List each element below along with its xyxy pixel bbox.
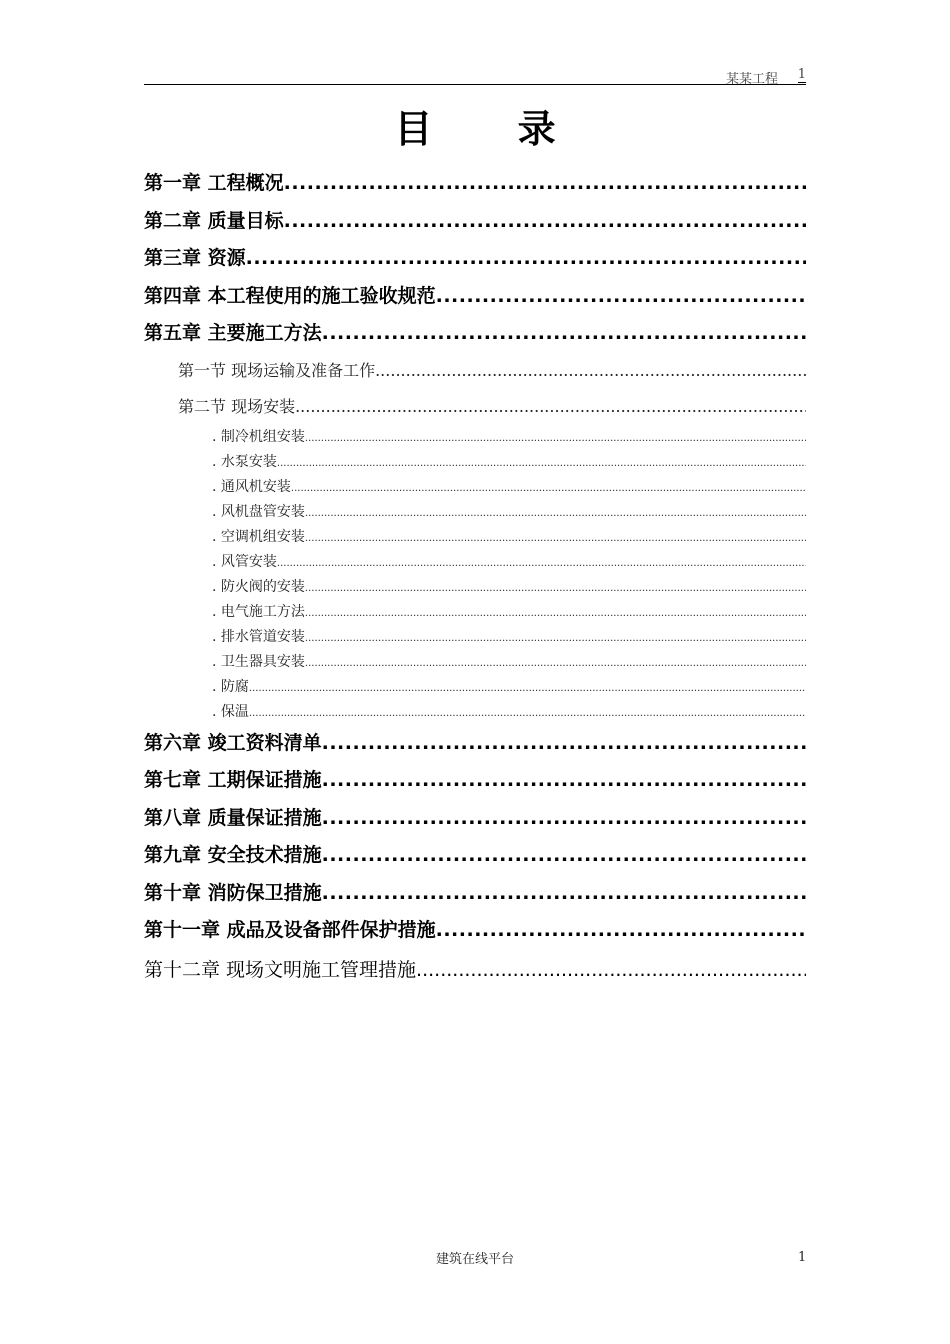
toc-entry-subsection[interactable] — [144, 525, 806, 550]
toc-entry-label: 第八章 质量保证措施 — [144, 806, 322, 829]
toc-entry-label: . 排水管道安装 — [212, 628, 305, 645]
dot-leader — [305, 501, 806, 525]
toc-entry-label: 第三章 资源 — [144, 247, 246, 269]
toc-entry-chapter-7[interactable] — [144, 762, 806, 800]
dot-leader — [305, 426, 806, 450]
dot-leader — [416, 950, 806, 990]
table-of-contents — [144, 165, 806, 990]
toc-entry-label: . 制冷机组安装 — [212, 428, 305, 445]
toc-entry-label: 第五章 主要施工方法 — [144, 322, 322, 344]
dot-leader — [322, 315, 806, 353]
toc-entry-label: 第四章 本工程使用的施工验收规范 — [144, 284, 436, 307]
toc-entry-label: 第十章 消防保卫措施 — [144, 881, 322, 904]
toc-entry-chapter-11[interactable] — [144, 912, 806, 950]
dot-leader — [322, 762, 806, 800]
toc-entry-subsection[interactable] — [144, 675, 806, 700]
toc-entry-subsection[interactable] — [144, 475, 806, 500]
toc-entry-subsection[interactable] — [144, 500, 806, 525]
toc-entry-label: 第二节 现场安装 — [178, 396, 296, 416]
dot-leader — [305, 651, 806, 675]
header-page-number: 1 — [797, 67, 806, 82]
toc-entry-subsection[interactable] — [144, 450, 806, 475]
toc-entry-section-2[interactable] — [144, 389, 806, 425]
toc-entry-chapter-3[interactable] — [144, 240, 806, 278]
toc-entry-label: . 卫生器具安装 — [212, 653, 305, 670]
toc-entry-chapter-10[interactable] — [144, 875, 806, 913]
toc-entry-chapter-2[interactable] — [144, 203, 806, 241]
dot-leader — [305, 601, 806, 625]
toc-entry-subsection[interactable] — [144, 575, 806, 600]
toc-entry-subsection[interactable] — [144, 425, 806, 450]
toc-entry-label: . 水泵安装 — [212, 453, 277, 470]
dot-leader — [322, 875, 806, 913]
toc-entry-label: 第九章 安全技术措施 — [144, 844, 322, 866]
toc-entry-label: . 通风机安装 — [212, 478, 291, 495]
dot-leader — [436, 278, 806, 316]
dot-leader — [249, 701, 806, 725]
toc-entry-chapter-6[interactable] — [144, 725, 806, 763]
dot-leader — [305, 626, 806, 650]
page-footer: 建筑在线平台 — [435, 1252, 514, 1267]
toc-entry-label: . 风管安装 — [212, 553, 277, 570]
dot-leader — [322, 837, 806, 875]
toc-entry-label: 第六章 竣工资料清单 — [144, 731, 322, 754]
header-project-name: 某某工程 — [725, 72, 778, 87]
toc-entry-label: . 防火阀的安装 — [212, 578, 305, 595]
dot-leader — [284, 203, 806, 241]
toc-entry-label: . 空调机组安装 — [212, 528, 305, 545]
dot-leader — [305, 576, 806, 600]
toc-entry-subsection[interactable] — [144, 700, 806, 725]
dot-leader — [291, 476, 806, 500]
toc-entry-chapter-9[interactable] — [144, 837, 806, 875]
toc-entry-section-1[interactable] — [144, 353, 806, 389]
dot-leader — [249, 676, 806, 700]
toc-entry-subsection[interactable] — [144, 550, 806, 575]
dot-leader — [295, 389, 806, 425]
toc-entry-subsection[interactable] — [144, 650, 806, 675]
toc-entry-chapter-5[interactable] — [144, 315, 806, 353]
toc-entry-label: 第一节 现场运输及准备工作 — [178, 360, 376, 380]
page-header — [144, 66, 806, 85]
toc-title: 目 录 — [394, 107, 592, 151]
toc-entry-label: . 风机盘管安装 — [212, 503, 305, 520]
toc-entry-label: 第二章 质量目标 — [144, 209, 284, 232]
toc-entry-label: 第一章 工程概况 — [144, 172, 284, 194]
footer-page-number: 1 — [798, 1250, 807, 1265]
toc-entry-label: . 电气施工方法 — [212, 603, 305, 620]
toc-entry-label: 第十一章 成品及设备部件保护措施 — [144, 919, 436, 941]
dot-leader — [284, 165, 806, 203]
toc-entry-subsection[interactable] — [144, 600, 806, 625]
dot-leader — [322, 800, 806, 838]
dot-leader — [246, 240, 806, 278]
dot-leader — [305, 526, 806, 550]
dot-leader — [375, 353, 806, 389]
toc-entry-chapter-1[interactable] — [144, 165, 806, 203]
toc-entry-label: 第七章 工期保证措施 — [144, 769, 322, 791]
dot-leader — [277, 551, 806, 575]
toc-entry-chapter-4[interactable] — [144, 278, 806, 316]
toc-entry-chapter-12[interactable] — [144, 950, 806, 990]
toc-entry-chapter-8[interactable] — [144, 800, 806, 838]
dot-leader — [322, 725, 806, 763]
toc-entry-label: 第十二章 现场文明施工管理措施 — [144, 958, 417, 981]
toc-entry-label: . 防腐 — [212, 678, 249, 695]
toc-entry-label: . 保温 — [212, 703, 249, 720]
toc-entry-subsection[interactable] — [144, 625, 806, 650]
dot-leader — [436, 912, 806, 950]
dot-leader — [277, 451, 806, 475]
